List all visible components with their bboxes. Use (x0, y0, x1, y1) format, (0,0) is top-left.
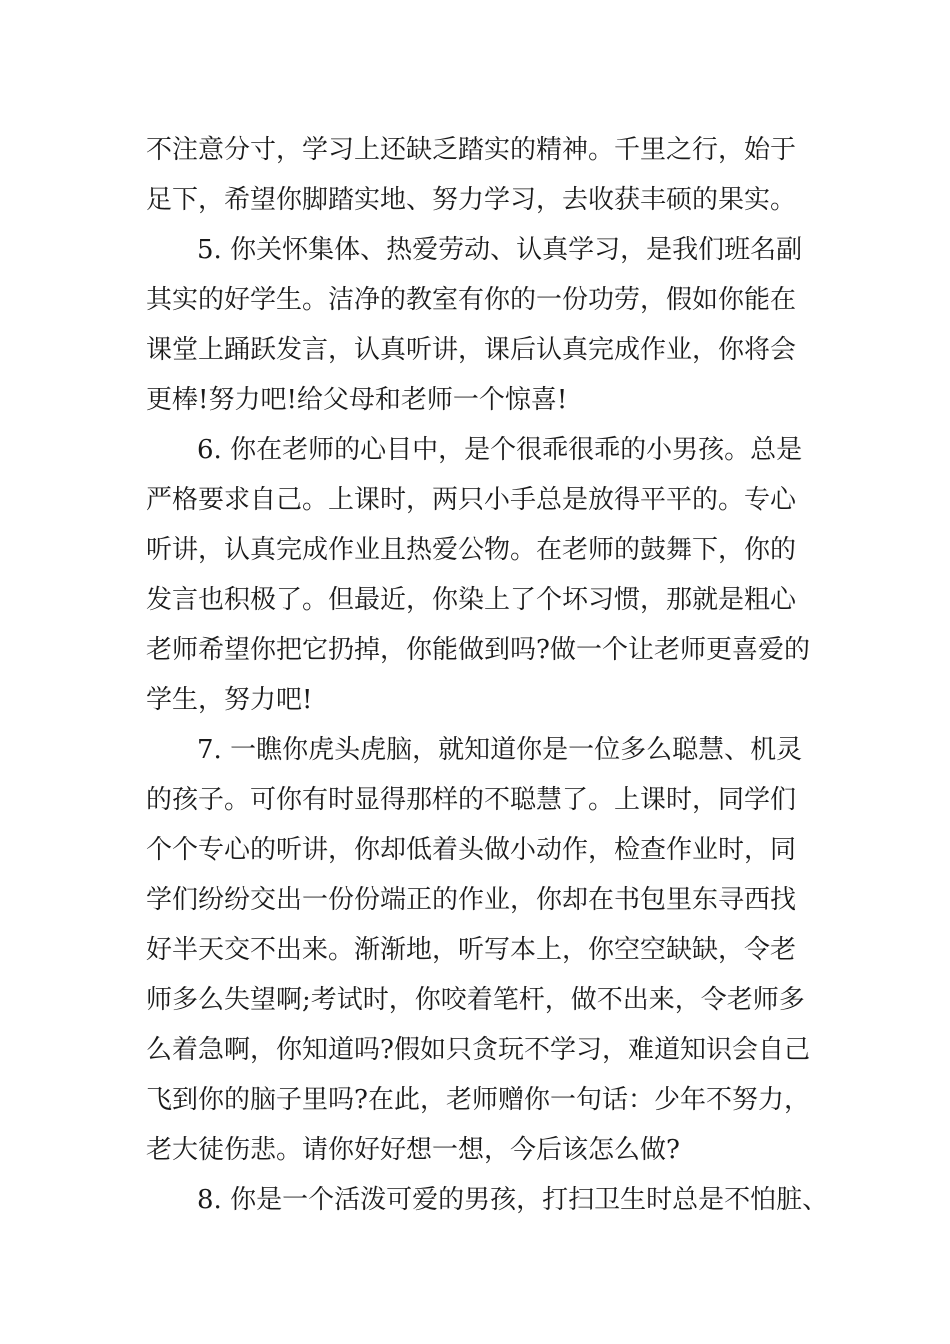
text-line: 么着急啊，你知道吗?假如只贪玩不学习，难道知识会自己 (146, 1035, 810, 1065)
text-line: 课堂上踊跃发言，认真听讲，课后认真完成作业，你将会 (146, 335, 797, 365)
paragraph-start-7: 7. 一瞧你虎头虎脑，就知道你是一位多么聪慧、机灵 (197, 735, 803, 765)
text-line: 老大徒伤悲。请你好好想一想，今后该怎么做? (146, 1135, 680, 1165)
text-line: 其实的好学生。洁净的教室有你的一份功劳，假如你能在 (146, 285, 797, 315)
paragraph-start-8: 8. 你是一个活泼可爱的男孩，打扫卫生时总是不怕脏、 (197, 1185, 829, 1215)
text-line: 飞到你的脑子里吗?在此，老师赠你一句话：少年不努力， (146, 1085, 810, 1115)
text-line: 好半天交不出来。渐渐地，听写本上，你空空缺缺，令老 (146, 935, 797, 965)
text-line: 的孩子。可你有时显得那样的不聪慧了。上课时，同学们 (146, 785, 797, 815)
text-line: 发言也积极了。但最近，你染上了个坏习惯，那就是粗心 (146, 585, 797, 615)
text-line: 更棒!努力吧!给父母和老师一个惊喜! (146, 385, 568, 415)
text-line: 严格要求自己。上课时，两只小手总是放得平平的。专心 (146, 485, 797, 515)
text-line: 老师希望你把它扔掉，你能做到吗?做一个让老师更喜爱的 (146, 635, 810, 665)
paragraph-start-5: 5. 你关怀集体、热爱劳动、认真学习，是我们班名副 (197, 235, 803, 265)
text-line: 师多么失望啊;考试时，你咬着笔杆，做不出来，令老师多 (146, 985, 805, 1015)
text-line: 足下，希望你脚踏实地、努力学习，去收获丰硕的果实。 (146, 185, 797, 215)
text-line: 个个专心的听讲，你却低着头做小动作，检查作业时，同 (146, 835, 797, 865)
text-line: 听讲，认真完成作业且热爱公物。在老师的鼓舞下，你的 (146, 535, 797, 565)
text-line: 学们纷纷交出一份份端正的作业，你却在书包里东寻西找 (146, 885, 797, 915)
paragraph-start-6: 6. 你在老师的心目中，是个很乖很乖的小男孩。总是 (197, 435, 803, 465)
text-line: 学生，努力吧! (146, 685, 313, 715)
text-line: 不注意分寸，学习上还缺乏踏实的精神。千里之行，始于 (146, 135, 797, 165)
